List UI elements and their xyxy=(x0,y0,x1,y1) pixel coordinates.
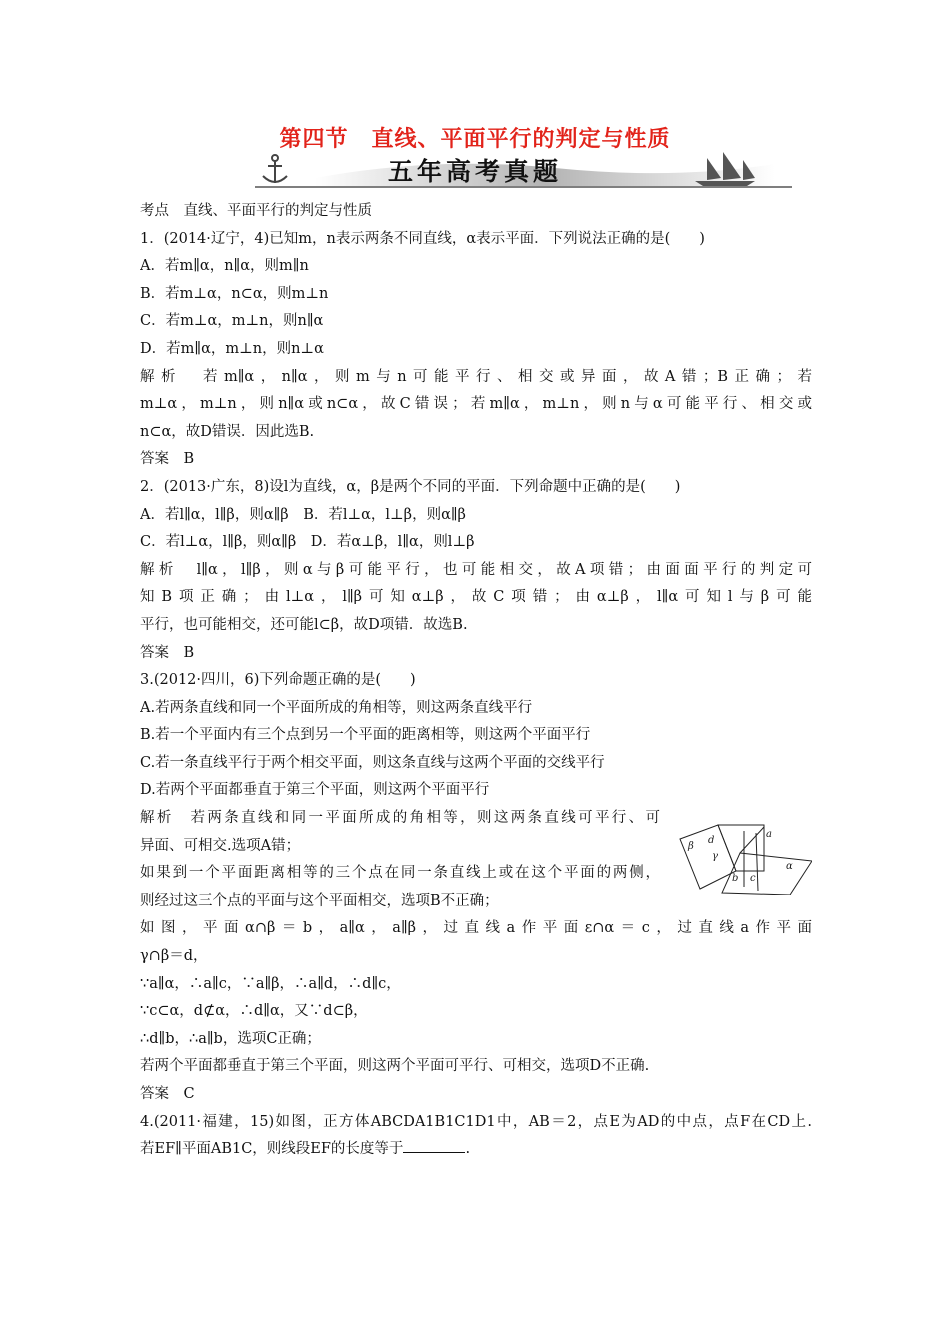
solution-2-line-2: 知B项正确；由l⊥α，l∥β可知α⊥β，故C项错；由α⊥β，l∥α可知l与β可能 xyxy=(140,589,812,606)
figure-label-alpha: α xyxy=(786,861,793,872)
solution-3-line-5: 如图，平面α∩β＝b，a∥α，a∥β，过直线a作平面ε∩α＝c，过直线a作平面 xyxy=(140,920,812,937)
question-2: 2．(2013·广东，8)设l为直线，α，β是两个不同的平面．下列命题中正确的是( ) xyxy=(140,478,681,495)
option-1a: A．若m∥α，n∥α，则m∥n xyxy=(140,258,309,275)
question-3: 3.(2012·四川，6)下列命题正确的是( ) xyxy=(140,672,416,689)
question-4-line-1: 4.(2011·福建，15)如图，正方体ABCDA1B1C1D1中，AB＝2，点E为AD的中点，点F在CD上. xyxy=(140,1113,812,1130)
question-4-end: . xyxy=(465,1141,471,1158)
answer-3: 答案 C xyxy=(140,1086,195,1102)
figure-label-d: d xyxy=(708,835,715,846)
solution-2-line-3: 平行，也可能相交，还可能l⊂β，故D项错．故选B. xyxy=(140,616,468,633)
solution-3-line-8: ∵c⊂α，d⊄α，∴d∥α，又∵d⊂β， xyxy=(140,1003,368,1020)
figure-label-b: b xyxy=(732,873,739,884)
solution-3-line-1: 解析 若两条直线和同一平面所成的角相等，则这两条直线可平行、可 xyxy=(140,810,660,827)
solution-3-line-7: ∵a∥α，∴a∥c，∵a∥β，∴a∥d，∴d∥c， xyxy=(140,975,401,992)
solution-3-line-10: 若两个平面都垂直于第三个平面，则这两个平面可平行、可相交，选项D不正确. xyxy=(140,1058,650,1075)
figure-label-beta: β xyxy=(688,841,694,852)
solution-3-line-6: γ∩β＝d， xyxy=(140,948,208,965)
option-1b: B．若m⊥α，n⊂α，则m⊥n xyxy=(140,285,329,302)
document-body xyxy=(140,198,812,1164)
figure-label-gamma: γ xyxy=(712,851,718,862)
page-title: 第四节 直线、平面平行的判定与性质 xyxy=(279,127,671,152)
solution-1-line-2: m⊥α，m⊥n，则n∥α或n⊂α，故C错误；若m∥α，m⊥n，则n与α可能平行、相交或 xyxy=(140,396,812,413)
question-4-line-2 xyxy=(140,1136,812,1164)
option-3c: C.若一条直线平行于两个相交平面，则这条直线与这两个平面的交线平行 xyxy=(140,754,605,771)
answer-blank xyxy=(403,1138,465,1153)
option-3d: D.若两个平面都垂直于第三个平面，则这两个平面平行 xyxy=(140,782,490,799)
solution-1-line-3: n⊂α，故D错误．因此选B. xyxy=(140,423,315,440)
solution-1-line-1: 解析 若m∥α，n∥α，则m与n可能平行、相交或异面，故A错；B正确；若 xyxy=(140,368,812,385)
section-heading: 考点 直线、平面平行的判定与性质 xyxy=(140,203,372,219)
solution-3-line-4: 则经过这三个点的平面与这个平面相交，选项B不正确； xyxy=(140,892,499,909)
answer-1: 答案 B xyxy=(140,451,195,468)
options-2ab: A．若l∥α，l∥β，则α∥β B．若l⊥α，l⊥β，则α∥β xyxy=(140,506,466,523)
question-1: 1．(2014·辽宁，4)已知m，n表示两条不同直线，α表示平面．下列说法正确的是( ) xyxy=(140,230,705,247)
option-3b: B.若一个平面内有三个点到另一个平面的距离相等，则这两个平面平行 xyxy=(140,727,591,744)
figure-label-c: c xyxy=(750,873,756,884)
planes-figure xyxy=(678,823,812,895)
question-4-text: 若EF∥平面AB1C，则线段EF的长度等于 xyxy=(140,1141,404,1158)
figure-label-a: a xyxy=(766,829,772,840)
options-2cd: C．若l⊥α，l∥β，则α∥β D．若α⊥β，l∥α，则l⊥β xyxy=(140,534,475,551)
option-3a: A.若两条直线和同一个平面所成的角相等，则这两条直线平行 xyxy=(140,699,533,716)
solution-2-line-1: 解析 l∥α，l∥β，则α与β可能平行，也可能相交，故A项错；由面面平行的判定可 xyxy=(140,561,812,578)
answer-2: 答案 B xyxy=(140,644,195,661)
banner-text: 五年高考真题 xyxy=(387,157,562,186)
option-1c: C．若m⊥α，m⊥n，则n∥α xyxy=(140,313,324,330)
solution-3-line-2: 异面、可相交.选项A错； xyxy=(140,837,301,854)
solution-3-line-9: ∴d∥b，∴a∥b，选项C正确； xyxy=(140,1030,321,1047)
option-1d: D．若m∥α，m⊥n，则n⊥α xyxy=(140,340,324,357)
solution-3-line-3: 如果到一个平面距离相等的三个点在同一条直线上或在这个平面的两侧， xyxy=(140,865,660,882)
